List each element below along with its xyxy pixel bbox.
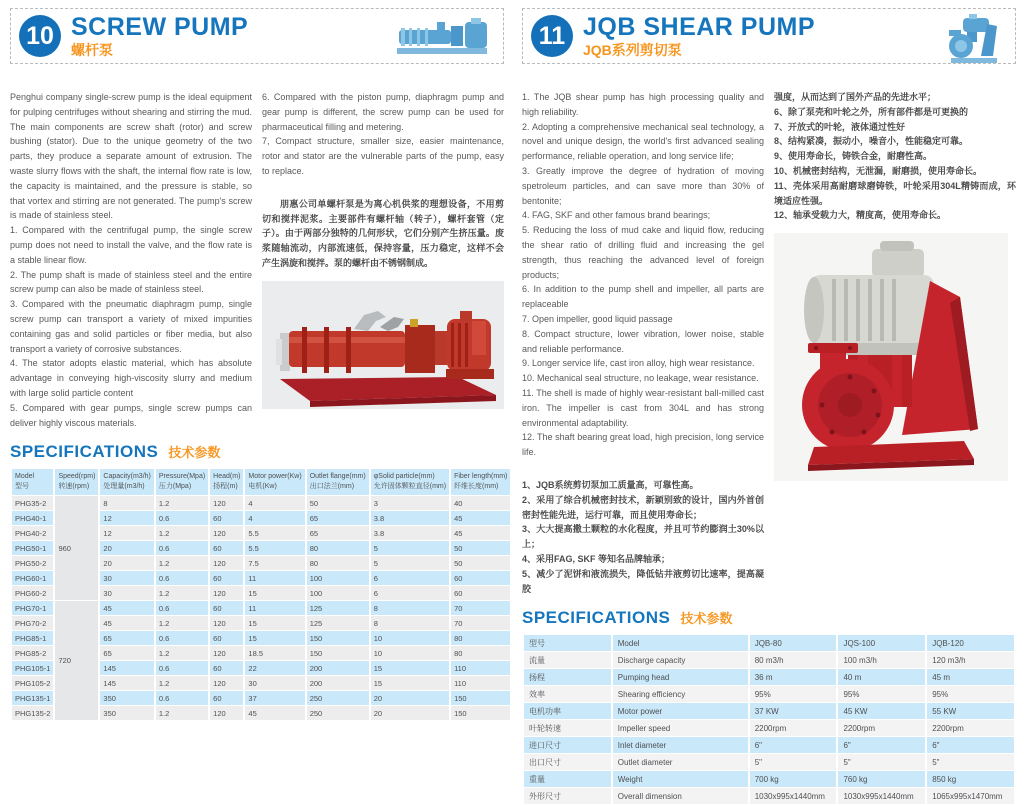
table-cell: 30 bbox=[245, 676, 304, 690]
paragraph: 7, Compact structure, smaller size, easier maintenance, rotor and stator are the vulnerable parts of the pump, easy to replace. bbox=[262, 136, 504, 176]
paragraph: 6、除了泵壳和叶轮之外，所有部件都是可更换的 bbox=[774, 106, 969, 117]
screw-pump-photo bbox=[262, 281, 504, 409]
table-cell: 7.5 bbox=[245, 556, 304, 570]
table-cell: 120 bbox=[210, 616, 243, 630]
paragraph: 1、JQB系统剪切泵加工质量高，可靠性高。 bbox=[522, 479, 699, 490]
paragraph: 6. Compared with the piston pump, diaphragm pump and gear pump is different, the screw pump can be used for pharmaceutical filling and metering. bbox=[262, 92, 504, 132]
table-cell: PHG70-2 bbox=[12, 616, 53, 630]
table-cell: 250 bbox=[307, 706, 369, 720]
paragraph: 9. Longer service life, cast iron alloy, high wear resistance. bbox=[522, 358, 755, 369]
table-cell: Weight bbox=[613, 771, 748, 787]
page-title: SCREW PUMP bbox=[71, 13, 249, 41]
table-cell: 10 bbox=[371, 631, 449, 645]
table-cell: 120 bbox=[210, 646, 243, 660]
table-cell: 60 bbox=[210, 631, 243, 645]
paragraph: 强度，从而达到了国外产品的先进水平； bbox=[774, 92, 937, 102]
screw-pump-icon bbox=[393, 14, 493, 60]
paragraph: 5. Compared with gear pumps, single screw pumps can deliver highly viscous materials. bbox=[10, 402, 252, 428]
table-cell: 5" bbox=[838, 754, 925, 770]
table-cell: 80 bbox=[451, 631, 510, 645]
table-cell: 60 bbox=[210, 691, 243, 705]
table-cell: 6 bbox=[371, 586, 449, 600]
table-cell: 65 bbox=[307, 511, 369, 525]
paragraph: 5、减少了泥饼和液流损失，降低钻井液剪切比速率，提高凝胶 bbox=[522, 568, 764, 594]
column-header: Head(m) 扬程(m) bbox=[210, 469, 243, 495]
table-cell: 37 KW bbox=[750, 703, 837, 719]
table-row bbox=[12, 496, 510, 510]
paragraph: 11、壳体采用高耐磨球磨铸铁，叶轮采用304L精铸而成，环境适应性强。 bbox=[774, 180, 1016, 206]
table-cell: 6" bbox=[838, 737, 925, 753]
table-cell: 1.2 bbox=[156, 646, 208, 660]
screw-pump-spec-table bbox=[10, 468, 512, 721]
table-cell: 1.2 bbox=[156, 616, 208, 630]
table-cell: 流量 bbox=[524, 652, 611, 668]
table-cell: 70 bbox=[451, 616, 510, 630]
table-cell: 5" bbox=[927, 754, 1014, 770]
table-row bbox=[524, 754, 1014, 770]
table-cell: 80 bbox=[451, 646, 510, 660]
table-cell: 15 bbox=[245, 631, 304, 645]
table-cell: JQB-120 bbox=[927, 635, 1014, 651]
table-cell: 120 m3/h bbox=[927, 652, 1014, 668]
paragraph: 12、轴承受载力大，精度高，使用寿命长。 bbox=[774, 210, 947, 221]
paragraph: 3. Compared with the pneumatic diaphragm pump, single screw pump can transport a variety of mixed impurities containing gas and solid particles or fiber media, but also transport a variety of corrosive substances. bbox=[10, 299, 252, 354]
table-cell: 5.5 bbox=[245, 541, 304, 555]
specifications-label-chinese: 技术参数 bbox=[680, 611, 733, 627]
table-cell: 20 bbox=[371, 706, 449, 720]
table-cell: 15 bbox=[371, 676, 449, 690]
table-row bbox=[524, 771, 1014, 787]
spacer bbox=[262, 179, 504, 197]
table-cell: PHG105-1 bbox=[12, 661, 53, 675]
shear-pump-section bbox=[512, 0, 1024, 801]
screw-pump-text-cn bbox=[262, 197, 504, 271]
table-cell: 150 bbox=[451, 691, 510, 705]
table-cell: 250 bbox=[307, 691, 369, 705]
table-cell: 5 bbox=[371, 556, 449, 570]
table-cell: 150 bbox=[307, 631, 369, 645]
table-cell: 100 bbox=[307, 571, 369, 585]
shear-pump-spec-table bbox=[522, 634, 1016, 805]
column-header: Model 型号 bbox=[12, 469, 53, 495]
table-cell: 100 m3/h bbox=[838, 652, 925, 668]
table-cell: 70 bbox=[451, 601, 510, 615]
table-row bbox=[524, 788, 1014, 804]
shear-pump-photo bbox=[774, 233, 1016, 481]
shear-pump-icon bbox=[943, 14, 1005, 64]
table-cell: 95% bbox=[750, 686, 837, 702]
section-number-badge: 10 bbox=[19, 15, 61, 57]
table-cell: 60 bbox=[451, 571, 510, 585]
section-titles bbox=[71, 15, 248, 57]
table-cell: 10 bbox=[371, 646, 449, 660]
table-cell: 120 bbox=[210, 676, 243, 690]
table-cell: 15 bbox=[371, 661, 449, 675]
shear-pump-text-col2 bbox=[774, 90, 1016, 596]
table-cell: 40 bbox=[451, 496, 510, 510]
paragraph: 10. Mechanical seal structure, no leakage, wear resistance. bbox=[522, 373, 759, 384]
table-cell: 120 bbox=[210, 526, 243, 540]
table-cell: 150 bbox=[307, 646, 369, 660]
table-cell: 22 bbox=[245, 661, 304, 675]
table-row bbox=[524, 703, 1014, 719]
table-cell: 80 m3/h bbox=[750, 652, 837, 668]
table-cell: 0.6 bbox=[156, 601, 208, 615]
table-row bbox=[12, 601, 510, 615]
table-cell: 5" bbox=[750, 754, 837, 770]
column-header: Outlet flange(mm) 出口法兰(mm) bbox=[307, 469, 369, 495]
shear-pump-thumbnail bbox=[943, 14, 1005, 69]
table-cell: JQS-100 bbox=[838, 635, 925, 651]
paragraph: 8. Compact structure, lower vibration, lower noise, stable and reliable performance. bbox=[522, 328, 764, 354]
table-cell: 18.5 bbox=[245, 646, 304, 660]
spacer bbox=[522, 460, 764, 478]
page-title-chinese: JQB系列剪切泵 bbox=[583, 42, 682, 58]
table-cell: 3.8 bbox=[371, 526, 449, 540]
table-cell: 100 bbox=[307, 586, 369, 600]
table-cell: 30 bbox=[100, 571, 153, 585]
table-cell: 110 bbox=[451, 676, 510, 690]
paragraph: 3. Greatly improve the degree of hydration of moving spetroleum particles, and can save more than 30% of bentonite; bbox=[522, 165, 764, 206]
column-header: Fiber length(mm) 纤维长度(mm) bbox=[451, 469, 510, 495]
table-cell: PHG85-1 bbox=[12, 631, 53, 645]
paragraph: 3、大大提高撒土颗粒的水化程度，并且可节约膨润土30%以上； bbox=[522, 524, 764, 550]
paragraph: 7、开放式的叶轮，液体通过性好 bbox=[774, 121, 906, 132]
table-cell: 50 bbox=[451, 556, 510, 570]
table-cell: 95% bbox=[838, 686, 925, 702]
table-cell: 850 kg bbox=[927, 771, 1014, 787]
paragraph: 9、使用寿命长，铸铁合金，耐磨性高。 bbox=[774, 151, 933, 162]
table-cell: 8 bbox=[100, 496, 153, 510]
table-row bbox=[524, 669, 1014, 685]
paragraph: 4. The stator adopts elastic material, which has absolute advantage in conveying high-viscosity slurry and medium with large solid particle content bbox=[10, 358, 252, 398]
speed-cell: 960 bbox=[55, 496, 98, 600]
table-cell: 5.5 bbox=[245, 526, 304, 540]
table-cell: 120 bbox=[210, 586, 243, 600]
table-cell: PHG50-2 bbox=[12, 556, 53, 570]
table-cell: Motor power bbox=[613, 703, 748, 719]
table-cell: 45 bbox=[451, 511, 510, 525]
table-cell: 20 bbox=[100, 556, 153, 570]
table-cell: 2200rpm bbox=[750, 720, 837, 736]
table-cell: 1.2 bbox=[156, 676, 208, 690]
table-cell: PHG40-2 bbox=[12, 526, 53, 540]
table-cell: 5 bbox=[371, 541, 449, 555]
table-row bbox=[524, 686, 1014, 702]
table-cell: PHG105-2 bbox=[12, 676, 53, 690]
screw-pump-section bbox=[0, 0, 512, 718]
column-header: Speed(rpm) 转速(rpm) bbox=[55, 469, 98, 495]
table-cell: 45 bbox=[451, 526, 510, 540]
table-cell: 55 KW bbox=[927, 703, 1014, 719]
table-cell: 80 bbox=[307, 541, 369, 555]
table-cell: 1030x995x1440mm bbox=[838, 788, 925, 804]
table-cell: 65 bbox=[100, 631, 153, 645]
table-cell: 110 bbox=[451, 661, 510, 675]
table-cell: Overall dimension bbox=[613, 788, 748, 804]
table-cell: 125 bbox=[307, 616, 369, 630]
specifications-label-chinese: 技术参数 bbox=[168, 445, 221, 461]
table-cell: 1.2 bbox=[156, 556, 208, 570]
table-cell: 3.8 bbox=[371, 511, 449, 525]
table-cell: Discharge capacity bbox=[613, 652, 748, 668]
table-cell: 30 bbox=[100, 586, 153, 600]
table-cell: 50 bbox=[307, 496, 369, 510]
table-cell: 8 bbox=[371, 616, 449, 630]
table-cell: Outlet diameter bbox=[613, 754, 748, 770]
table-cell: PHG85-2 bbox=[12, 646, 53, 660]
table-cell: 0.6 bbox=[156, 541, 208, 555]
table-row bbox=[524, 652, 1014, 668]
table-cell: 4 bbox=[245, 496, 304, 510]
table-cell: 2200rpm bbox=[838, 720, 925, 736]
table-cell: 60 bbox=[451, 586, 510, 600]
paragraph: 5. Reducing the loss of mud cake and liquid flow, reducing the shear ratio of drilling fluid and increasing the gel strength, thus reaching the advanced level of foreign products; bbox=[522, 225, 764, 280]
table-cell: 11 bbox=[245, 601, 304, 615]
table-cell: 350 bbox=[100, 706, 153, 720]
column-header: Capacity(m3/h) 处理量(m3/h) bbox=[100, 469, 153, 495]
screw-pump-text-col2 bbox=[262, 90, 504, 430]
screw-pump-image bbox=[262, 281, 504, 409]
table-cell: 45 m bbox=[927, 669, 1014, 685]
paragraph: 6. In addition to the pump shell and impeller, all parts are replaceable bbox=[522, 284, 764, 310]
table-cell: PHG135-1 bbox=[12, 691, 53, 705]
column-header: Pressure(Mpa) 压力(Mpa) bbox=[156, 469, 208, 495]
table-cell: 12 bbox=[100, 511, 153, 525]
specifications-heading-left bbox=[10, 442, 504, 462]
table-cell: 60 bbox=[210, 601, 243, 615]
paragraph: 11. The shell is made of highly wear-resistant ball-milled cast iron. The impeller is cast from 304L and has strong environmental adaptability. bbox=[522, 387, 764, 428]
table-cell: 45 KW bbox=[838, 703, 925, 719]
table-cell: 120 bbox=[210, 706, 243, 720]
table-cell: Inlet diameter bbox=[613, 737, 748, 753]
table-cell: 700 kg bbox=[750, 771, 837, 787]
table-cell: PHG70-1 bbox=[12, 601, 53, 615]
table-cell: 0.6 bbox=[156, 511, 208, 525]
table-cell: 60 bbox=[210, 661, 243, 675]
table-cell: 65 bbox=[307, 526, 369, 540]
table-cell: Impeller speed bbox=[613, 720, 748, 736]
screw-pump-text-en bbox=[262, 90, 504, 179]
table-cell: Model bbox=[613, 635, 748, 651]
table-cell: 6 bbox=[371, 571, 449, 585]
table-cell: PHG135-2 bbox=[12, 706, 53, 720]
table-cell: 1030x995x1440mm bbox=[750, 788, 837, 804]
table-cell: 80 bbox=[307, 556, 369, 570]
table-cell: 叶轮转速 bbox=[524, 720, 611, 736]
table-cell: 2200rpm bbox=[927, 720, 1014, 736]
table-cell: 120 bbox=[210, 556, 243, 570]
screw-pump-description bbox=[10, 90, 504, 430]
table-cell: 60 bbox=[210, 541, 243, 555]
specifications-heading-right bbox=[522, 608, 1016, 628]
table-cell: Shearing efficiency bbox=[613, 686, 748, 702]
table-cell: 145 bbox=[100, 676, 153, 690]
column-header: φSolid particle(mm) 允许固体颗粒直径(mm) bbox=[371, 469, 449, 495]
table-cell: 0.6 bbox=[156, 571, 208, 585]
shear-pump-image bbox=[774, 233, 1008, 481]
table-cell: 1.2 bbox=[156, 586, 208, 600]
table-row bbox=[524, 737, 1014, 753]
table-cell: 120 bbox=[210, 496, 243, 510]
section-number-badge: 11 bbox=[531, 15, 573, 57]
shear-pump-text-col1 bbox=[522, 90, 764, 596]
paragraph: 10、机械密封结构，无泄漏，耐磨损，使用寿命长。 bbox=[774, 165, 983, 176]
table-cell: 0.6 bbox=[156, 631, 208, 645]
table-cell: 8 bbox=[371, 601, 449, 615]
table-cell: 45 bbox=[245, 706, 304, 720]
table-cell: 扬程 bbox=[524, 669, 611, 685]
table-cell: 1.2 bbox=[156, 706, 208, 720]
table-cell: 60 bbox=[210, 511, 243, 525]
table-row bbox=[524, 635, 1014, 651]
table-row bbox=[524, 720, 1014, 736]
table-cell: 60 bbox=[210, 571, 243, 585]
screw-pump-text-col1 bbox=[10, 90, 252, 430]
table-cell: 50 bbox=[451, 541, 510, 555]
column-header: Motor power(Kw) 电机(Kw) bbox=[245, 469, 304, 495]
table-cell: 15 bbox=[245, 616, 304, 630]
specifications-label: SPECIFICATIONS bbox=[10, 442, 159, 462]
table-cell: PHG60-2 bbox=[12, 586, 53, 600]
table-cell: 0.6 bbox=[156, 691, 208, 705]
paragraph: 1. Compared with the centrifugal pump, the single screw pump does not need to install the valve, and the flow rate is a stable linear flow. bbox=[10, 225, 252, 265]
table-cell: 125 bbox=[307, 601, 369, 615]
table-cell: 1.2 bbox=[156, 496, 208, 510]
table-cell: 200 bbox=[307, 676, 369, 690]
table-cell: 200 bbox=[307, 661, 369, 675]
table-cell: 外形尺寸 bbox=[524, 788, 611, 804]
paragraph: 2、采用了综合机械密封技术，新颖别致的设计，国内外首创密封性能先进，运行可靠，而且使用寿命长； bbox=[522, 494, 764, 520]
table-cell: 出口尺寸 bbox=[524, 754, 611, 770]
shear-pump-description bbox=[522, 90, 1016, 596]
shear-pump-text-cn-continued bbox=[774, 90, 1016, 223]
table-cell: PHG35-2 bbox=[12, 496, 53, 510]
page-title: JQB SHEAR PUMP bbox=[583, 13, 816, 41]
table-cell: 37 bbox=[245, 691, 304, 705]
speed-cell: 720 bbox=[55, 601, 98, 720]
table-cell: 65 bbox=[100, 646, 153, 660]
paragraph: 4. FAG, SKF and other famous brand bearings; bbox=[522, 210, 711, 221]
table-cell: PHG60-1 bbox=[12, 571, 53, 585]
table-cell: 0.6 bbox=[156, 661, 208, 675]
paragraph: 朋惠公司单螺杆泵是为离心机供浆的理想设备，不用剪切和搅拌泥浆。主要部件有螺杆轴（转子），螺杆套管（定子）。由于两部分独特的几何形状，它们分别产生挤压量。废浆随轴流动，内部流速低，保持容量，压力稳定，这样不会产生涡旋和搅拌。泵的螺杆由不锈钢制成。 bbox=[262, 198, 504, 268]
shear-pump-text-en bbox=[522, 90, 764, 460]
table-cell: Pumping head bbox=[613, 669, 748, 685]
table-cell: 12 bbox=[100, 526, 153, 540]
table-cell: 36 m bbox=[750, 669, 837, 685]
shear-pump-text-cn bbox=[522, 478, 764, 596]
table-cell: 150 bbox=[451, 706, 510, 720]
table-cell: 95% bbox=[927, 686, 1014, 702]
table-cell: 1.2 bbox=[156, 526, 208, 540]
table-cell: 20 bbox=[371, 691, 449, 705]
paragraph: 2. The pump shaft is made of stainless steel and the entire screw pump can also be made of stainless steel. bbox=[10, 269, 252, 295]
specifications-label: SPECIFICATIONS bbox=[522, 608, 671, 628]
table-cell: 11 bbox=[245, 571, 304, 585]
table-cell: 15 bbox=[245, 586, 304, 600]
table-cell: 45 bbox=[100, 616, 153, 630]
table-cell: 760 kg bbox=[838, 771, 925, 787]
table-cell: PHG40-1 bbox=[12, 511, 53, 525]
paragraph: 7. Open impeller, good liquid passage bbox=[522, 313, 673, 324]
table-cell: 6" bbox=[927, 737, 1014, 753]
table-cell: 重量 bbox=[524, 771, 611, 787]
table-cell: 1065x995x1470mm bbox=[927, 788, 1014, 804]
table-cell: PHG50-1 bbox=[12, 541, 53, 555]
table-cell: 350 bbox=[100, 691, 153, 705]
paragraph: 4、采用FAG, SKF 等知名品牌轴承； bbox=[522, 553, 671, 564]
section-titles bbox=[583, 15, 815, 57]
shear-pump-header bbox=[522, 8, 1016, 64]
table-cell: 型号 bbox=[524, 635, 611, 651]
paragraph: 8、结构紧凑，振动小，噪音小，性能稳定可靠。 bbox=[774, 136, 969, 147]
table-cell: 电机功率 bbox=[524, 703, 611, 719]
screw-pump-thumbnail bbox=[393, 14, 493, 65]
table-cell: 进口尺寸 bbox=[524, 737, 611, 753]
paragraph: 1. The JQB shear pump has high processing quality and high reliability. bbox=[522, 92, 764, 117]
spec-table-header-row bbox=[12, 469, 510, 495]
table-cell: 6" bbox=[750, 737, 837, 753]
page-title-chinese: 螺杆泵 bbox=[71, 42, 113, 58]
table-cell: 45 bbox=[100, 601, 153, 615]
table-cell: 3 bbox=[371, 496, 449, 510]
screw-pump-header bbox=[10, 8, 504, 64]
table-cell: 145 bbox=[100, 661, 153, 675]
table-cell: 4 bbox=[245, 511, 304, 525]
paragraph: 12. The shaft bearing great load, high precision, long service life. bbox=[522, 432, 764, 458]
table-cell: 20 bbox=[100, 541, 153, 555]
paragraph: 2. Adopting a comprehensive mechanical seal technology, a novel and unique design, the world's first advanced sealing performance, reliable operation, and long service life; bbox=[522, 121, 764, 162]
table-cell: 效率 bbox=[524, 686, 611, 702]
table-cell: JQB-80 bbox=[750, 635, 837, 651]
table-cell: 40 m bbox=[838, 669, 925, 685]
paragraph: Penghui company single-screw pump is the ideal equipment for pulping centrifuges without shearing and stirring the mud. The main components are screw shaft (rotor) and screw bushing (stator). Due to the unique geometry of the two parts, they produce a separate amount of extrusion. The waste slurry flows with the shaft, the internal flow rate is low, the capacity is maintained, and the pressure is stable, so that vortex and stirring are not generated. The pump's screw is made of stainless steel. bbox=[10, 92, 252, 221]
